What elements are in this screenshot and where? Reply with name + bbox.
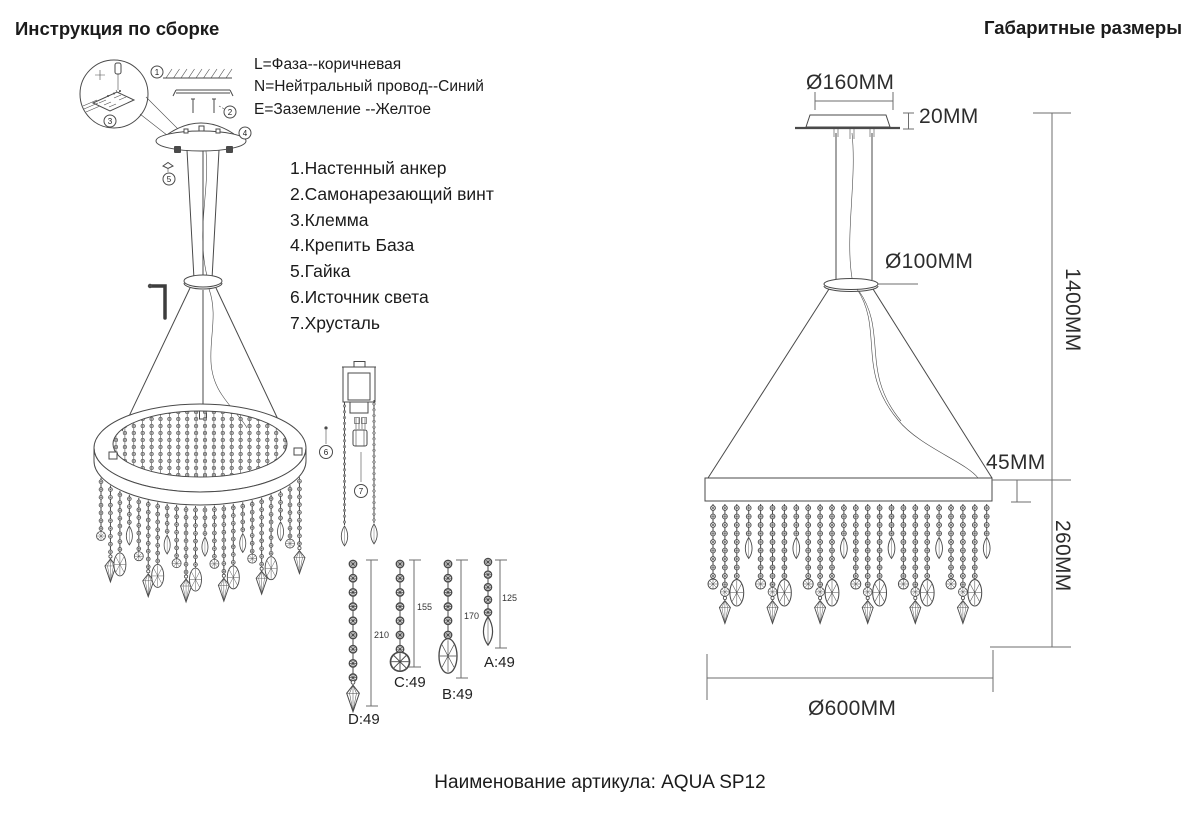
dim-canopy-diameter: Ø160MM xyxy=(806,71,895,94)
strand-a-length: 125 xyxy=(502,593,518,603)
canopy xyxy=(156,123,246,172)
svg-text:7: 7 xyxy=(358,487,364,496)
wiring-legend xyxy=(254,54,484,121)
cable-grip xyxy=(226,146,233,153)
right-panel-title: Габаритные размеры xyxy=(984,17,1183,38)
screwdriver-icon xyxy=(115,63,121,74)
part-item-1: 1.Настенный анкер xyxy=(290,158,447,178)
cable-grip xyxy=(174,146,181,153)
svg-text:5: 5 xyxy=(166,175,172,184)
dim-ring-diameter: Ø100MM xyxy=(885,250,974,273)
g9-bulb-icon xyxy=(353,418,367,447)
dim-body-diameter: Ø600MM xyxy=(808,697,897,720)
part-item-3: 3.Клемма xyxy=(290,209,369,230)
crystal-ring xyxy=(94,404,306,602)
article-name: Наименование артикула: AQUA SP12 xyxy=(434,772,766,793)
socket-base xyxy=(350,402,368,413)
ceiling-plate xyxy=(806,115,890,127)
svg-text:3: 3 xyxy=(107,117,113,126)
ring-band xyxy=(705,478,992,501)
part-item-5: 5.Гайка xyxy=(290,261,351,282)
svg-text:2: 2 xyxy=(227,108,233,117)
lamp-socket-detail xyxy=(341,362,377,546)
part-item-6: 6.Источник света xyxy=(290,286,429,307)
strand-b-label: B:49 xyxy=(442,686,473,703)
part-item-7: 7.Хрусталь xyxy=(290,312,380,333)
dim-band-height: 45MM xyxy=(986,451,1046,474)
wiring-detail-magnifier xyxy=(80,60,179,139)
svg-text:4: 4 xyxy=(242,129,248,138)
callout-3 xyxy=(104,115,116,127)
allen-key xyxy=(148,284,165,318)
terminal-block xyxy=(93,92,134,111)
hanger-ring xyxy=(824,279,878,290)
parts-list xyxy=(290,156,494,337)
part-item-2: 2.Самонарезающий винт xyxy=(290,183,494,204)
strand-c-label: C:49 xyxy=(394,674,426,691)
legend-line-phase: L=Фаза--коричневая xyxy=(254,56,402,73)
strand-d-length: 210 xyxy=(374,630,390,640)
callout-4 xyxy=(239,127,251,139)
callout-6 xyxy=(320,446,333,459)
dim-canopy-height: 20MM xyxy=(919,105,979,128)
screws xyxy=(191,99,216,113)
strand-a-label: A:49 xyxy=(484,654,515,671)
callout-5 xyxy=(163,173,175,185)
left-panel-title: Инструкция по сборке xyxy=(15,18,220,39)
dim-strands-height: 260MM xyxy=(1051,520,1074,592)
dim-overall-height: 1400MM xyxy=(1061,268,1084,352)
legend-line-ground: E=Заземление --Желтое xyxy=(254,100,431,118)
callout-7 xyxy=(355,485,368,498)
callout-1 xyxy=(151,66,163,78)
strand-c-length: 155 xyxy=(417,602,433,612)
svg-text:1: 1 xyxy=(154,68,160,77)
suspension-ring xyxy=(184,275,222,289)
part-item-4: 4.Крепить База xyxy=(290,235,415,256)
callout-2 xyxy=(224,106,236,118)
dimensions-drawing xyxy=(705,92,1071,700)
strand-d-label: D:49 xyxy=(348,711,380,728)
ceiling-mount xyxy=(163,69,233,113)
legend-line-neutral: N=Нейтральный провод--Синий xyxy=(254,78,484,96)
strand-b-length: 170 xyxy=(464,611,480,621)
wing-nut xyxy=(163,163,173,169)
svg-text:6: 6 xyxy=(323,448,329,457)
